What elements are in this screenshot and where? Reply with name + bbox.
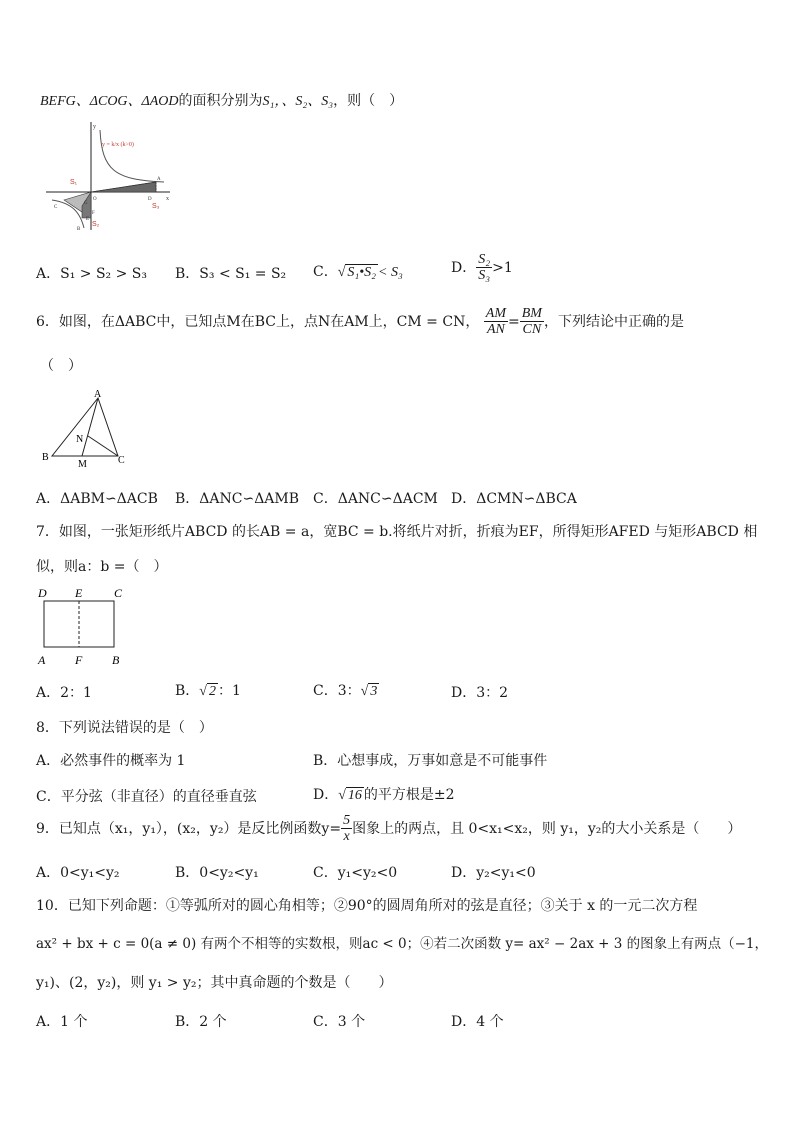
q5-label-a: A: [157, 177, 161, 182]
q5-label-b: B: [77, 227, 81, 232]
q8-option-a[interactable]: A．必然事件的概率为 1: [36, 753, 186, 769]
q5-option-b[interactable]: B．S₃ < S₁ = S₂: [175, 266, 287, 282]
q7-option-a[interactable]: A．2：1: [36, 685, 92, 701]
q5-option-c[interactable]: C．√ S₁•S₂ < S₃: [313, 264, 403, 280]
sqrt-symbol: √ S₁•S₂: [337, 265, 377, 280]
q7-label-e: E: [75, 586, 83, 600]
q6-segment-am: [82, 398, 98, 456]
q5-stem-vars: S₁，、S₂、S₃: [262, 94, 334, 109]
q5-option-d-fraction: $\frac{\text{S₂}}{\text{S₃}}$: [478, 252, 491, 284]
q7-label-a: A: [38, 653, 46, 667]
q7-label-b: B: [112, 653, 120, 667]
q7-option-c[interactable]: C．3：√ 3: [313, 683, 378, 699]
q5-graph: [44, 120, 174, 232]
q6-segment-cn: [88, 436, 118, 456]
q9-option-a[interactable]: A．0<y₁<y₂: [36, 865, 120, 881]
q6-option-b[interactable]: B．ΔANC∽ΔAMB: [175, 491, 300, 507]
q5-label-s3: S₃: [152, 203, 160, 210]
q5-label-d: D: [148, 197, 152, 202]
q5-stem-shapes: BEFG、ΔCOG、ΔAOD: [40, 94, 179, 109]
q6-label-n: N: [76, 434, 84, 445]
q6-label-c: C: [118, 455, 125, 466]
q6-label-b: B: [42, 452, 49, 463]
q9-stem: 9．已知点（x₁，y₁），(x₂，y₂）是反比例函数y= $\frac{5}{x}$ 图象上的两点，且 0<x₁<x₂，则 y₁，y₂的大小关系是（ ）: [36, 813, 742, 845]
q7-option-d[interactable]: D．3：2: [451, 685, 509, 701]
q9-option-d[interactable]: D．y₂<y₁<0: [451, 865, 536, 881]
q5-stem-tail: ，则（ ）: [333, 93, 404, 109]
q10-option-b[interactable]: B．2 个: [175, 1014, 227, 1030]
q7-label-f: F: [75, 653, 83, 667]
q5-stem: [40, 90, 403, 110]
sqrt-symbol: √ 3: [360, 684, 378, 699]
sqrt-symbol: √ 16: [338, 788, 362, 803]
q5-label-s2: S₂: [92, 221, 100, 228]
q9-fraction-5-x: $\frac{5}{x}$: [343, 813, 351, 845]
q6-triangle-abc: [52, 398, 118, 456]
sqrt-symbol: √ 2: [199, 684, 216, 699]
q10-stem-line2: ax² + bx + c = 0(a ≠ 0) 有两个不相等的实数根，则ac < 0；④若二次函数 y= ax² − 2ax + 3 的图象上有两点（−1，: [36, 936, 769, 952]
q7-rectangle-figure: [34, 585, 130, 669]
q6-label-m: M: [78, 459, 87, 470]
q5-label-o: O: [93, 197, 97, 202]
q8-option-c[interactable]: C．平分弦（非直径）的直径垂直弦: [36, 789, 257, 805]
q7-stem-line2: 似，则a：b =（ ）: [36, 559, 168, 575]
q7-option-b[interactable]: B．√ 2 ：1: [175, 683, 241, 699]
q6-triangle-figure: [38, 388, 130, 470]
q5-label-x: x: [166, 196, 169, 202]
q10-option-d[interactable]: D．4 个: [451, 1014, 504, 1030]
q5-label-y: y: [93, 124, 96, 130]
q5-label-f: F: [92, 211, 95, 216]
q8-stem: 8．下列说法错误的是（ ）: [36, 720, 213, 736]
q5-stem-text: 的面积分别为: [178, 93, 263, 109]
q10-option-c[interactable]: C．3 个: [313, 1014, 366, 1030]
q8-option-d[interactable]: D．√ 16 的平方根是±2: [313, 787, 455, 803]
q5-label-e: E: [86, 217, 90, 222]
q6-fraction-bm-cn: $\frac{BM}{CN}$: [521, 306, 542, 338]
q5-option-a[interactable]: A．S₁ > S₂ > S₃: [36, 266, 147, 282]
q5-label-g: G: [84, 201, 88, 206]
q9-option-b[interactable]: B．0<y₂<y₁: [175, 865, 259, 881]
q5-label-s1: S₁: [70, 179, 78, 186]
q6-option-c[interactable]: C．ΔANC∽ΔACM: [313, 491, 438, 507]
q5-hyperbola-q1: [100, 130, 164, 182]
q9-option-c[interactable]: C．y₁<y₂<0: [313, 865, 398, 881]
q5-option-d[interactable]: D． $\frac{\text{S₂}}{\text{S₃}}$ >1: [451, 252, 513, 284]
q7-label-d: D: [38, 586, 47, 600]
q5-label-c: C: [54, 205, 58, 210]
q6-fraction-am-an: $\frac{AM}{AN}$: [485, 306, 506, 338]
q10-stem-line1: 10．已知下列命题：①等弧所对的圆心角相等；②90°的圆周角所对的弦是直径；③关于 x 的一元二次方程: [36, 898, 698, 914]
q8-option-b[interactable]: B．心想事成，万事如意是不可能事件: [313, 753, 548, 769]
q6-option-a[interactable]: A．ΔABM∽ΔACB: [36, 491, 158, 507]
q6-option-d[interactable]: D．ΔCMN∽ΔBCA: [451, 491, 577, 507]
q7-label-c: C: [114, 586, 123, 600]
q7-stem-line1: 7．如图，一张矩形纸片ABCD 的长AB = a，宽BC = b.将纸片对折，折痕为EF，所得矩形AFED 与矩形ABCD 相: [36, 524, 758, 540]
q10-option-a[interactable]: A．1 个: [36, 1014, 88, 1030]
q10-stem-line3: y₁)、(2，y₂)，则 y₁ > y₂；其中真命题的个数是（ ）: [36, 975, 393, 991]
q6-stem-line2: （ ）: [40, 358, 82, 374]
q6-stem: 6．如图，在ΔABC中，已知点M在BC上，点N在AM上，CM = CN， $\frac{AM}{AN}$ = $\frac{BM}{CN}$ ，下列结论中正确的是: [36, 306, 684, 338]
q5-formula: y = k/x (k>0): [102, 142, 134, 148]
q6-label-a: A: [94, 389, 102, 400]
